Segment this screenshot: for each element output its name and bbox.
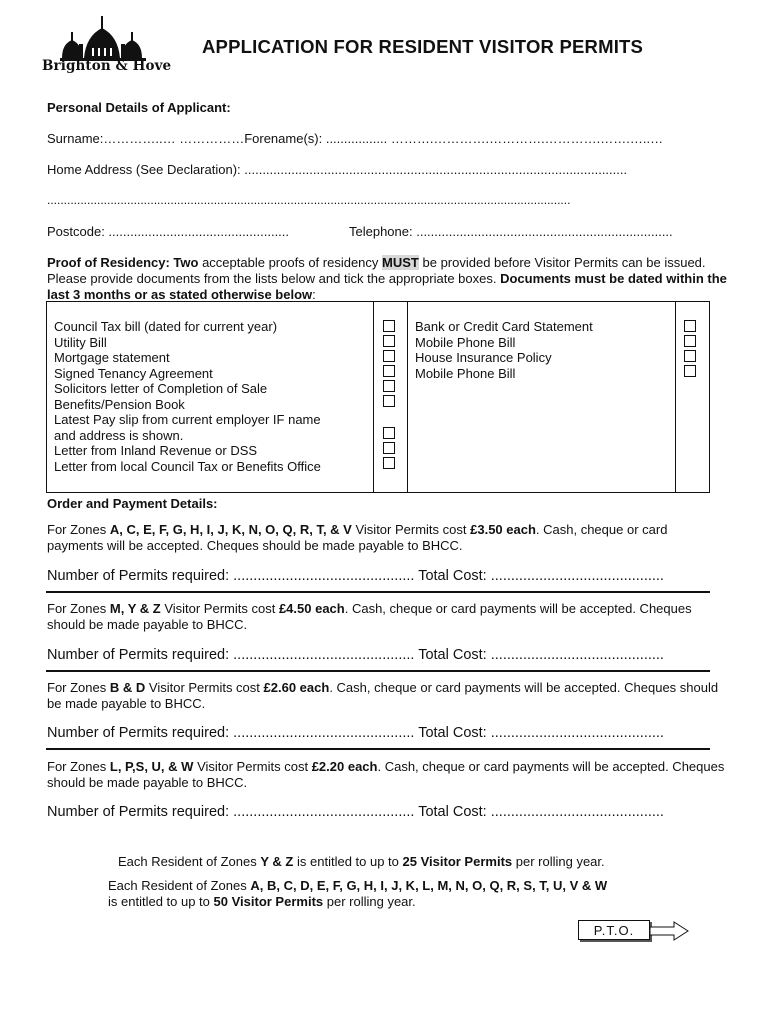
inland-revenue-checkbox[interactable] [383,442,395,454]
zone-mid: Visitor Permits cost [148,680,260,695]
pto-label: P.T.O. [578,920,650,940]
zone-post: . Cash, cheque or card payments will be accepted. Cheques should be made payable to BHCC. [47,759,725,790]
telephone-field[interactable]: Telephone: ....................................................................... [349,224,673,239]
zone-list: A, C, E, F, G, H, I, J, K, N, O, Q, R, T, & V [109,522,352,537]
list-item: and address is shown. [54,427,184,443]
zone-list: M, Y & Z [109,601,161,616]
zone-pre: For Zones [47,601,107,616]
zone-pre: For Zones [47,522,107,537]
entitlement-pre: Each Resident of Zones [118,854,257,869]
list-item: Signed Tenancy Agreement [54,365,213,381]
utility-bill-checkbox[interactable] [383,335,395,347]
yz-entitlement-text [118,854,605,869]
list-item: Bank or Credit Card Statement [415,319,593,334]
table-divider [373,302,374,492]
list-item: Latest Pay slip from current employer IF name [54,412,321,427]
mortgage-checkbox[interactable] [383,350,395,362]
zone-mid: Visitor Permits cost [355,522,467,537]
table-divider [675,302,676,492]
zone-price: £4.50 each [278,601,345,616]
mobile-bill-2-checkbox[interactable] [684,365,696,377]
zone-post: . Cash, cheque or card payments will be accepted. Cheques should be made payable to BHCC. [47,522,668,553]
list-item: Council Tax bill (dated for current year) [54,319,278,334]
entitlement-zones: A, B, C, D, E, F, G, H, I, J, K, L, M, N, O, Q, R, S, T, U, V & W [250,878,608,893]
house-insurance-checkbox[interactable] [684,350,696,362]
zone-price: £3.50 each [470,522,536,537]
zone-mid: Visitor Permits cost [164,601,276,616]
all-zones-entitlement-text [108,878,668,910]
zone-price: £2.60 each [263,680,330,695]
brighton-pavilion-logo-icon [58,14,148,64]
zone-pre: For Zones [47,680,107,695]
zone-pricing-text [47,680,727,712]
entitlement-post: per rolling year. [515,854,605,869]
arrow-right-icon [650,921,690,941]
zone-pricing-text [47,759,727,791]
benefits-checkbox[interactable] [383,395,395,407]
tenancy-checkbox[interactable] [383,365,395,377]
proof-text2: be provided before Visitor Permits can be issued. Please provide documents from the lists below and tick the appropriate boxes. [47,255,706,286]
proof-must: MUST [382,255,419,270]
proof-two: Two [173,255,199,270]
permits-required-field[interactable]: Number of Permits required: ............................................. Total Cost: ........................................... [47,647,664,663]
list-item: House Insurance Policy [415,350,552,365]
mobile-bill-checkbox[interactable] [684,335,696,347]
proof-label: Proof of Residency: [47,255,170,270]
list-item: Benefits/Pension Book [54,396,185,412]
list-item: Utility Bill [54,334,107,350]
zone-post: . Cash, cheque or card payments will be accepted. Cheques should be made payable to BHCC. [47,601,692,632]
personal-details-heading: Personal Details of Applicant: [47,100,231,115]
entitlement-post: per rolling year. [326,894,416,909]
entitlement-mid: is entitled to up to [108,894,210,909]
permits-required-field[interactable]: Number of Permits required: ............................................. Total Cost: ........................................... [47,725,664,741]
zone-pre: For Zones [47,759,107,774]
documents-table [46,301,710,493]
payslip-checkbox[interactable] [383,427,395,439]
zone-list: L, P,S, U, & W [109,759,194,774]
list-item: Solicitors letter of Completion of Sale [54,381,268,396]
bank-statement-checkbox[interactable] [684,320,696,332]
divider [46,591,710,593]
proof-colon: : [312,287,316,302]
entitlement-pre: Each Resident of Zones [108,878,247,893]
table-divider [407,302,408,492]
permits-required-field[interactable]: Number of Permits required: ............................................. Total Cost: ........................................... [47,804,664,820]
home-address-field[interactable]: Home Address (See Declaration): .......................................................................................................... [47,162,628,177]
list-item: Mortgage statement [54,350,170,365]
entitlement-zones: Y & Z [260,854,294,869]
surname-forename-field[interactable]: Surname:…………..… ……………Forename(s): ................. ……….………….………….………….…….…..… [47,131,664,146]
home-address-field-line2[interactable]: ............................................................................................................................................................. [47,193,571,207]
documents-left-list [54,319,321,474]
divider [46,748,710,750]
zone-post: . Cash, cheque or card payments will be accepted. Cheques should be made payable to BHCC. [47,680,719,711]
documents-right-list [415,319,593,381]
entitlement-count: 50 Visitor Permits [213,894,324,909]
entitlement-mid: is entitled to up to [297,854,399,869]
entitlement-count: 25 Visitor Permits [402,854,513,869]
divider [46,670,710,672]
list-item: Mobile Phone Bill [415,365,516,381]
page-title: APPLICATION FOR RESIDENT VISITOR PERMITS [202,36,644,57]
completion-checkbox[interactable] [383,380,395,392]
council-letter-checkbox[interactable] [383,457,395,469]
zone-pricing-text [47,522,727,554]
list-item: Mobile Phone Bill [415,334,516,350]
zone-list: B & D [109,680,146,695]
zone-price: £2.20 each [311,759,378,774]
order-payment-heading: Order and Payment Details: [47,496,218,511]
proof-of-residency-text [47,255,727,303]
permits-required-field[interactable]: Number of Permits required: ............................................. Total Cost: ........................................... [47,568,664,584]
list-item: Letter from local Council Tax or Benefits Office [54,458,321,474]
proof-text1: acceptable proofs of residency [202,255,379,270]
logo-text: Brighton & Hove [42,58,172,74]
proof-dated: Documents must be dated within the last 3 months or as stated otherwise below [47,271,727,302]
zone-mid: Visitor Permits cost [197,759,309,774]
council-tax-checkbox[interactable] [383,320,395,332]
list-item: Letter from Inland Revenue or DSS [54,443,258,458]
postcode-field[interactable]: Postcode: .................................................. [47,224,290,239]
zone-pricing-text [47,601,727,633]
